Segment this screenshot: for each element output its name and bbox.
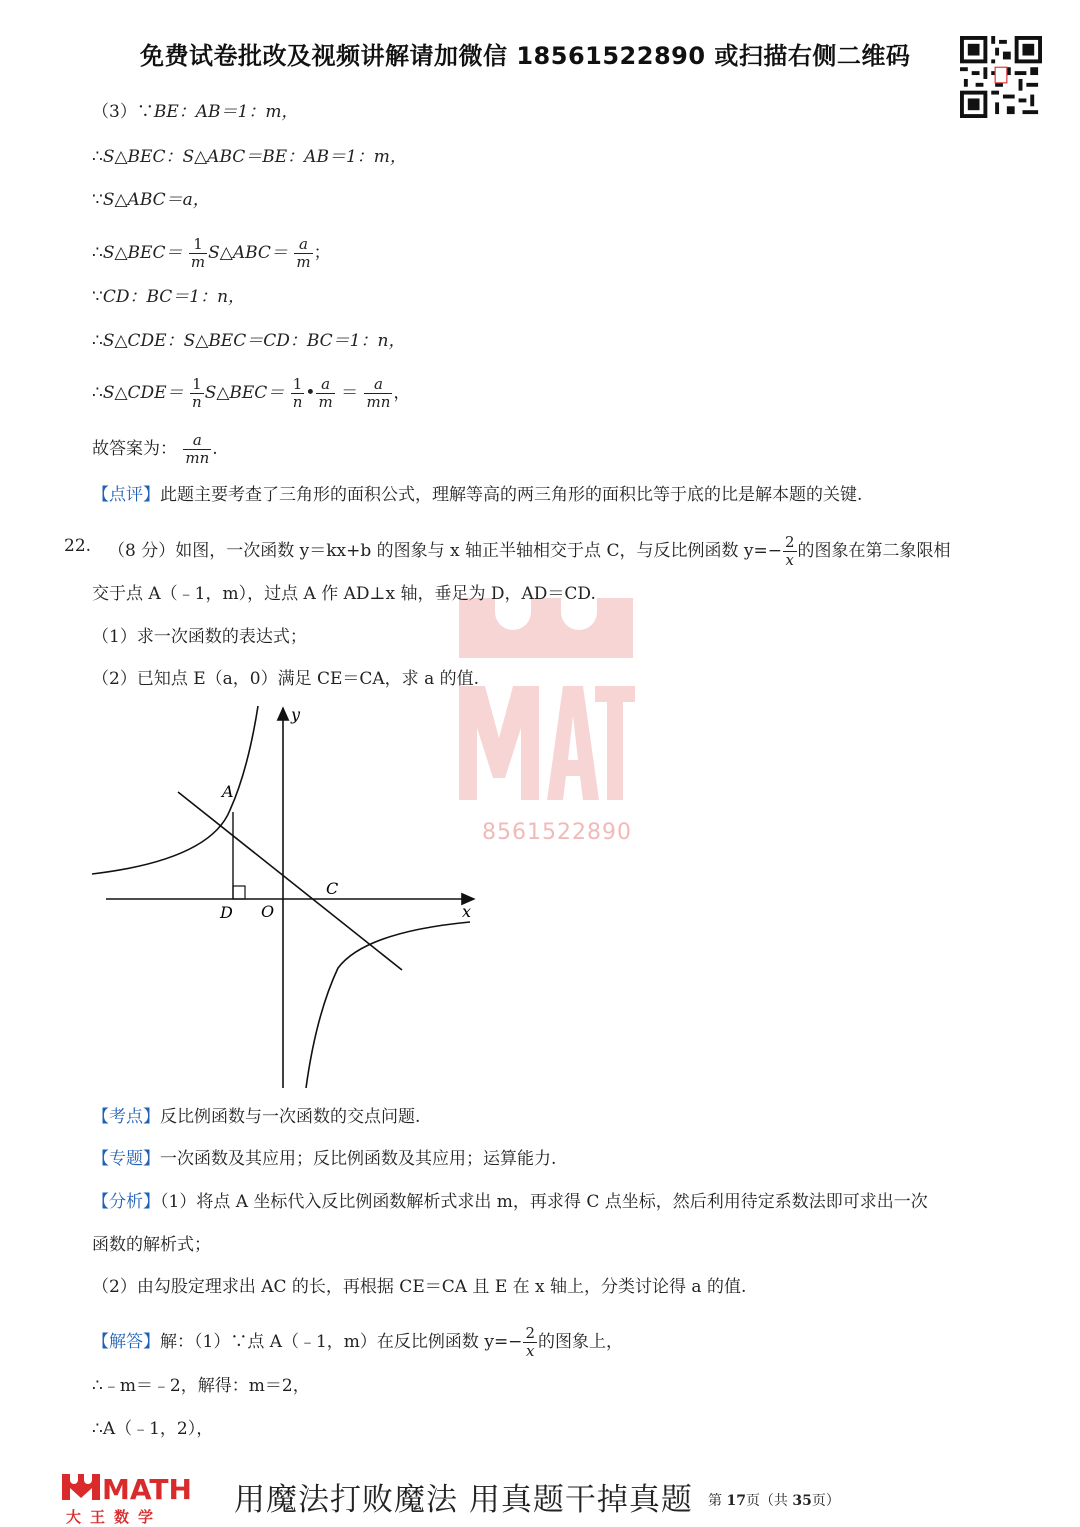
fenxi-line-2: 函数的解析式； <box>92 1235 211 1255</box>
question-22-part-1: （1）求一次函数的表达式； <box>92 627 307 647</box>
question-22-line-1: （8 分）如图，一次函数 y＝kx+b 的图象与 x 轴正半轴相交于点 C，与反比例函数 y=− $\frac{2}{x}$ 的图象在第二象限相 <box>108 533 951 569</box>
fraction-1-over-n: $\frac{1}{n}$ <box>192 375 202 411</box>
page-number: 第 17页（共 35页） <box>708 1493 840 1509</box>
answer-fraction: $\frac{a}{mn}$ <box>185 431 210 467</box>
label-c: C <box>326 879 339 898</box>
fraction-2-over-x-b: $\frac{2}{x}$ <box>525 1324 535 1360</box>
fraction-a-over-m-b: $\frac{a}{m}$ <box>318 375 333 411</box>
solution-line-2: ∴S△BEC：S△ABC＝BE：AB＝1：m， <box>92 147 407 167</box>
footer-brand-cn: 大王数学 <box>66 1508 163 1526</box>
review-tag: 【点评】 <box>92 485 160 505</box>
footer-slogan: 用魔法打败魔法 用真题干掉真题 <box>234 1482 693 1518</box>
question-22-line-2: 交于点 A（﹣1，m），过点 A 作 AD⊥x 轴，垂足为 D，AD＝CD. <box>92 584 596 604</box>
label-d: D <box>220 903 233 922</box>
fraction-a-over-mn: $\frac{a}{mn}$ <box>366 375 391 411</box>
jieda-step-2: ∴A（﹣1，2）， <box>92 1419 214 1439</box>
review-line: 【点评】此题主要考查了三角形的面积公式，理解等高的两三角形的面积比等于底的比是解本题的关键. <box>92 485 863 505</box>
page-header: 免费试卷批改及视频讲解请加微信 18561522890 或扫描右侧二维码 <box>140 42 911 70</box>
solution-line-5: ∵CD：BC＝1：n， <box>92 287 246 307</box>
answer-line: 故答案为： $\frac{a}{mn}$ . <box>92 431 218 467</box>
function-graph-figure <box>90 700 490 1092</box>
jieda-line: 【解答】解：（1）∵点 A（﹣1，m）在反比例函数 y=− $\frac{2}{x}$ 的图象上， <box>92 1324 623 1360</box>
label-a: A <box>222 782 234 801</box>
kaodian-tag: 【考点】 <box>92 1107 160 1127</box>
fraction-a-over-m: $\frac{a}{m}$ <box>296 235 311 271</box>
line-ac <box>178 792 402 970</box>
zhuanti-tag: 【专题】 <box>92 1149 160 1169</box>
label-x: x <box>462 902 472 921</box>
fenxi-line-3: （2）由勾股定理求出 AC 的长，再根据 CE＝CA 且 E 在 x 轴上，分类讨论得 a 的值. <box>92 1277 747 1297</box>
jieda-tag: 【解答】 <box>92 1332 160 1352</box>
solution-line-7: ∴S△CDE＝ $\frac{1}{n}$ S△BEC＝ $\frac{1}{n}$ • $\frac{a}{m}$ ＝ $\frac{a}{mn}$ ， <box>92 375 411 411</box>
watermark-phone: 8561522890 <box>482 820 632 845</box>
jieda-step-1: ∴﹣m＝﹣2，解得：m＝2， <box>92 1376 310 1396</box>
fraction-2-over-x: $\frac{2}{x}$ <box>784 533 795 569</box>
solution-line-1: （3）∵BE：AB＝1：m， <box>92 102 299 122</box>
solution-line-6: ∴S△CDE：S△BEC＝CD：BC＝1：n， <box>92 331 406 351</box>
footer-math-logo <box>62 1472 192 1506</box>
svg-text:MATH: MATH <box>102 1473 192 1506</box>
hyperbola-branch-q4 <box>306 922 470 1088</box>
question-number: 22. <box>64 536 92 556</box>
fraction-1-over-n-b: $\frac{1}{n}$ <box>292 375 303 411</box>
zhuanti-line: 【专题】一次函数及其应用；反比例函数及其应用；运算能力. <box>92 1149 557 1169</box>
question-22-part-2: （2）已知点 E（a，0）满足 CE＝CA，求 a 的值. <box>92 669 480 689</box>
label-y: y <box>291 705 301 724</box>
solution-line-3: ∵S△ABC＝a， <box>92 190 210 210</box>
kaodian-line: 【考点】反比例函数与一次函数的交点问题. <box>92 1107 421 1127</box>
fenxi-tag: 【分析】 <box>92 1192 160 1212</box>
right-angle-mark <box>233 886 245 899</box>
label-o: O <box>261 902 275 921</box>
fraction-1-over-m: $\frac{1}{m}$ <box>190 235 206 271</box>
fenxi-line: 【分析】（1）将点 A 坐标代入反比例函数解析式求出 m，再求得 C 点坐标，然后利用待定系数法即可求出一次 <box>92 1192 928 1212</box>
qr-code-icon[interactable] <box>960 36 1042 118</box>
solution-line-4: ∴S△BEC＝ $\frac{1}{m}$ S△ABC＝ $\frac{a}{m}$ ； <box>92 235 331 271</box>
